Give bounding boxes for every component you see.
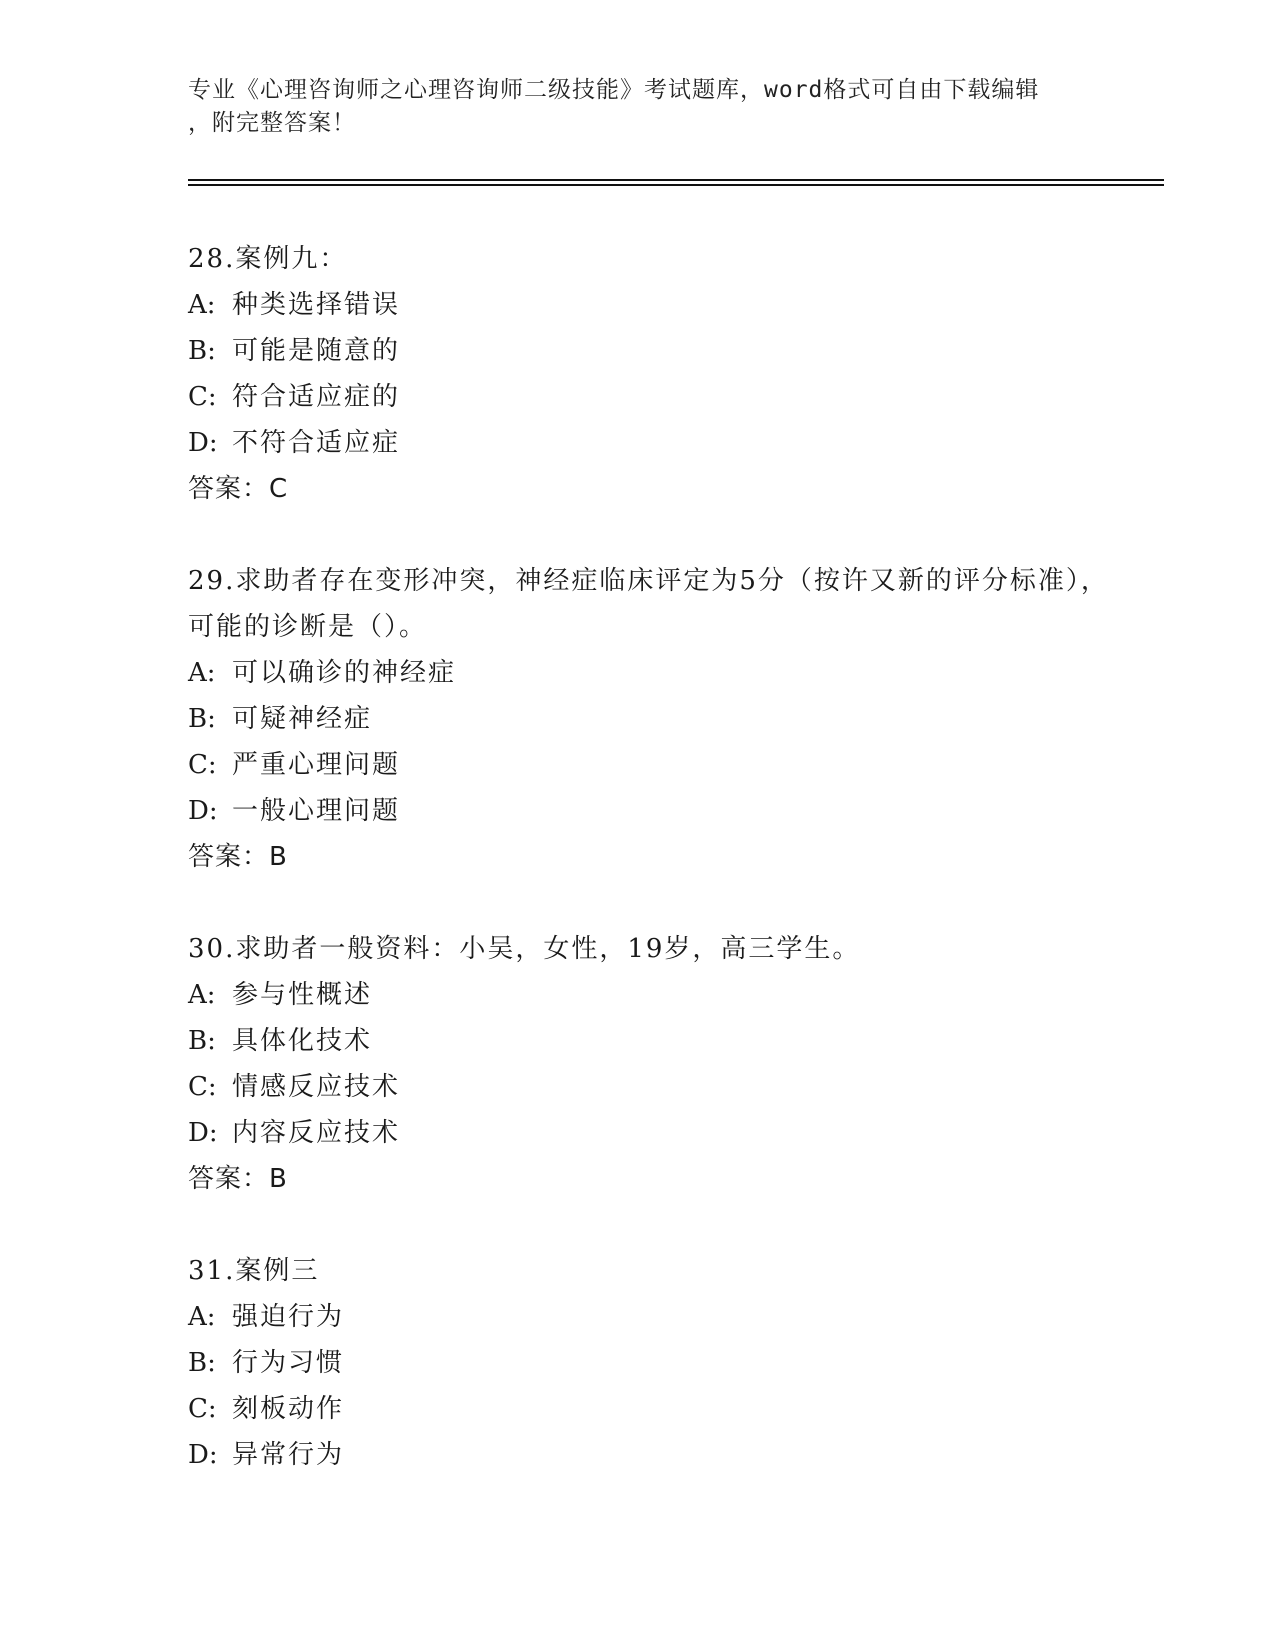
option-b [188, 1340, 1128, 1386]
option-b [188, 328, 1128, 374]
option-text: 可能是随意的 [232, 336, 401, 366]
question-stem: 30.求助者一般资料：小吴，女性，19岁，高三学生。 [188, 934, 861, 964]
option-a [188, 282, 1128, 328]
option-c [188, 374, 1128, 420]
option-key: A: [188, 290, 216, 320]
option-key: C: [188, 750, 217, 780]
option-text: 异常行为 [232, 1440, 345, 1470]
header-divider-bottom [188, 184, 1164, 186]
option-key: B: [188, 1026, 216, 1056]
option-c [188, 742, 1128, 788]
option-c [188, 1386, 1128, 1432]
document-header [188, 74, 1088, 140]
option-text: 内容反应技术 [232, 1118, 401, 1148]
header-divider-top [188, 179, 1164, 181]
question-28 [188, 236, 1128, 512]
option-key: D: [188, 1440, 218, 1470]
option-text: 符合适应症的 [232, 382, 401, 412]
option-key: D: [188, 1118, 218, 1148]
option-text: 情感反应技术 [232, 1072, 401, 1102]
option-d [188, 1432, 1128, 1478]
answer-line: 答案：C [188, 474, 289, 504]
option-b [188, 1018, 1128, 1064]
option-d [188, 788, 1128, 834]
option-text: 可疑神经症 [232, 704, 373, 734]
option-key: C: [188, 1394, 217, 1424]
option-text: 一般心理问题 [232, 796, 401, 826]
option-b [188, 696, 1128, 742]
question-stem: 29.求助者存在变形冲突，神经症临床评定为5分（按许又新的评分标准），可能的诊断是（）。 [188, 566, 1109, 642]
option-text: 种类选择错误 [232, 290, 401, 320]
option-c [188, 1064, 1128, 1110]
option-key: A: [188, 658, 216, 688]
option-a [188, 650, 1128, 696]
option-key: B: [188, 704, 216, 734]
option-text: 不符合适应症 [232, 428, 401, 458]
question-stem: 31.案例三 [188, 1256, 320, 1286]
header-line-2: ，附完整答案！ [188, 110, 356, 136]
option-key: B: [188, 336, 216, 366]
question-29 [188, 558, 1128, 880]
option-text: 行为习惯 [232, 1348, 345, 1378]
option-text: 严重心理问题 [232, 750, 401, 780]
option-key: A: [188, 1302, 216, 1332]
option-key: D: [188, 796, 218, 826]
question-31 [188, 1248, 1128, 1478]
option-text: 可以确诊的神经症 [232, 658, 457, 688]
option-text: 具体化技术 [232, 1026, 373, 1056]
question-30 [188, 926, 1128, 1202]
answer-line: 答案：B [188, 1164, 288, 1194]
option-key: B: [188, 1348, 216, 1378]
option-a [188, 1294, 1128, 1340]
answer-line: 答案：B [188, 842, 288, 872]
option-key: D: [188, 428, 218, 458]
option-d [188, 1110, 1128, 1156]
option-d [188, 420, 1128, 466]
option-a [188, 972, 1128, 1018]
header-line-1: 专业《心理咨询师之心理咨询师二级技能》考试题库，word格式可自由下载编辑 [188, 77, 1040, 103]
option-key: A: [188, 980, 216, 1010]
option-key: C: [188, 1072, 217, 1102]
option-key: C: [188, 382, 217, 412]
option-text: 参与性概述 [232, 980, 373, 1010]
option-text: 强迫行为 [232, 1302, 345, 1332]
question-list [188, 236, 1128, 1524]
question-stem: 28.案例九： [188, 244, 348, 274]
option-text: 刻板动作 [232, 1394, 345, 1424]
